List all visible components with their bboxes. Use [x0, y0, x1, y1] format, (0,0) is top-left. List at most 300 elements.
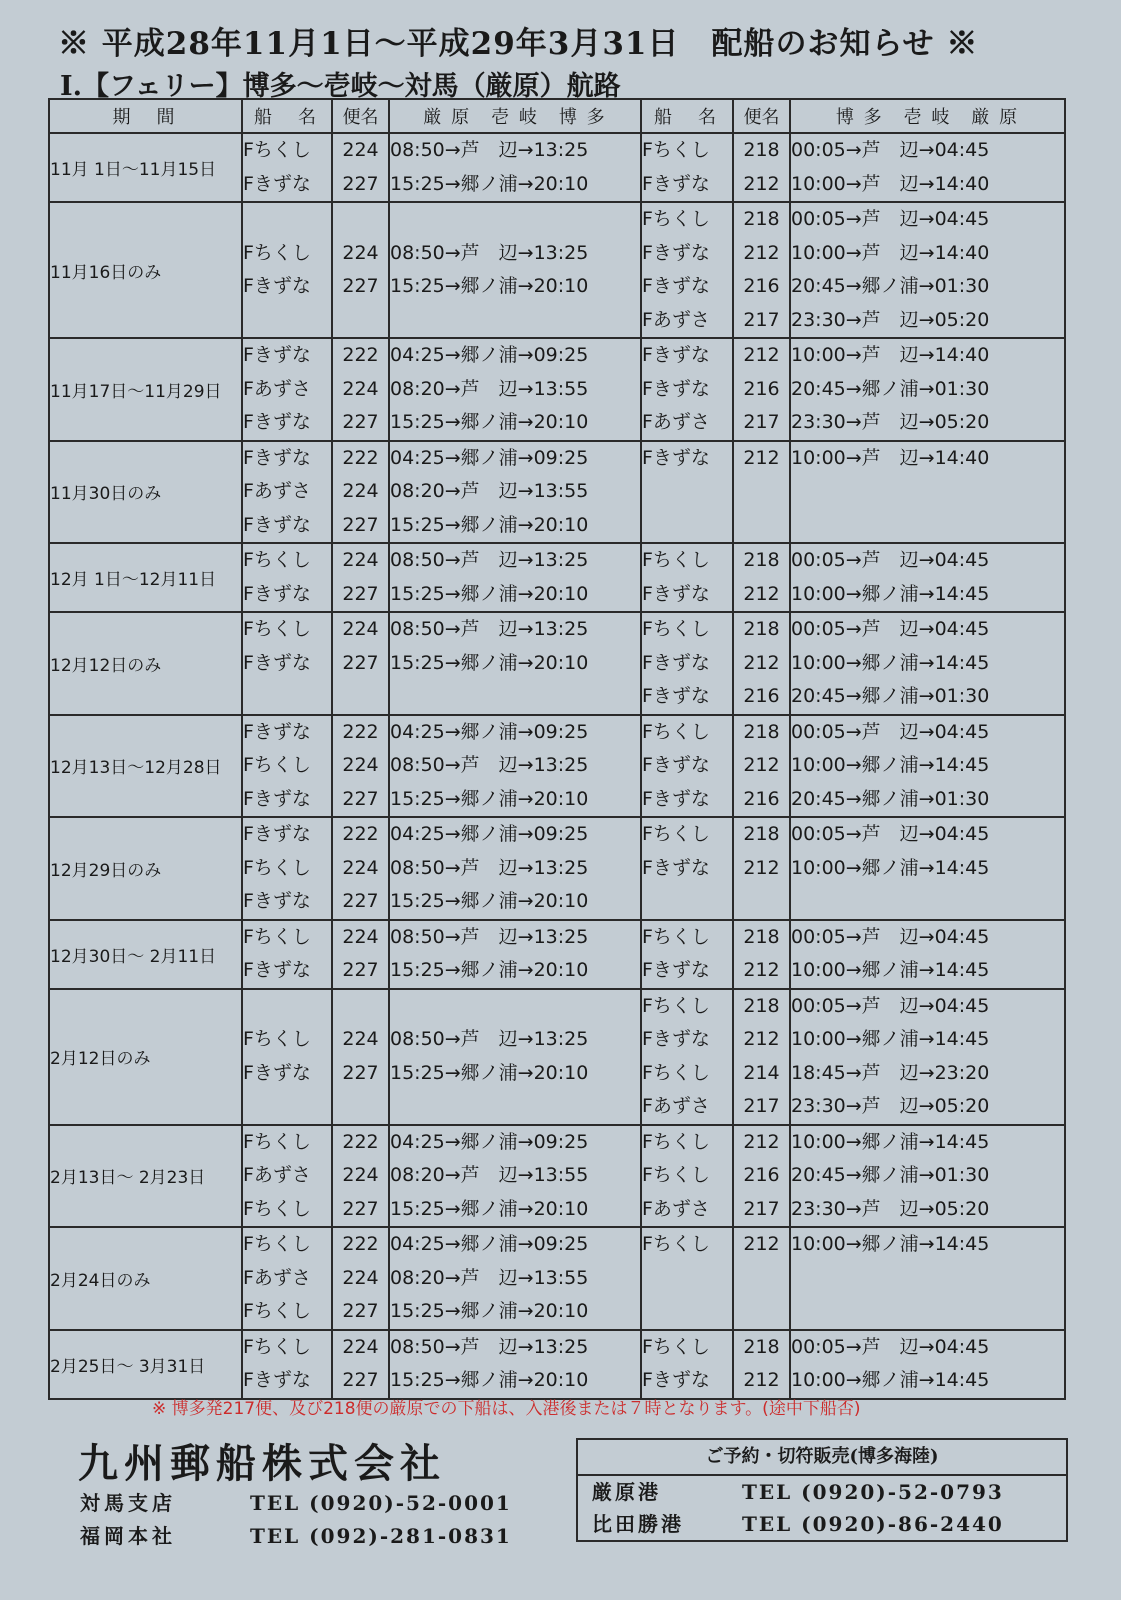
period-cell — [49, 338, 242, 441]
ship-down-line: Fあずさ — [642, 1095, 710, 1117]
branch-fukuoka — [80, 1520, 512, 1549]
ship-down-line: Fきずな — [642, 651, 710, 674]
ship-up-line: Fあずさ — [243, 377, 311, 400]
flight-up-cell — [332, 133, 389, 202]
flight-up-line: 227 — [342, 651, 379, 674]
route-up-cell — [389, 441, 641, 544]
period-label: 11月16日のみ — [50, 262, 162, 283]
ship-down-line: Fちくし — [642, 1164, 710, 1186]
flight-down-line: 216 — [743, 685, 780, 707]
route-up-line: 15:25→郷ノ浦→20:10 — [390, 1197, 589, 1220]
ship-up-line: Fきずな — [243, 1061, 311, 1084]
flight-down-cell — [733, 989, 790, 1125]
flight-up-line: 227 — [342, 1197, 379, 1220]
flight-up-line: 222 — [342, 344, 379, 366]
ship-down-line: Fきずな — [642, 685, 710, 707]
route-up-cell — [389, 715, 641, 818]
ship-up-line: Fちくし — [243, 1233, 311, 1255]
route-down-line — [791, 509, 1064, 543]
ship-down-line: Fきずな — [642, 377, 710, 400]
flight-up-line: 224 — [342, 618, 379, 640]
reservation-hitakatsu — [578, 1508, 1066, 1540]
flight-up-line: 227 — [342, 1061, 379, 1084]
flight-up-line: 222 — [342, 1130, 379, 1153]
flight-down-line — [734, 475, 789, 509]
flight-up-line: 224 — [342, 549, 379, 571]
ship-down-line: Fきずな — [642, 582, 710, 605]
ship-up-cell — [242, 202, 332, 338]
route-down-cell — [790, 1227, 1065, 1330]
header-route-down: 博 多 壱 岐 厳 原 — [790, 99, 1065, 133]
ship-down-line: Fきずな — [642, 1369, 710, 1391]
flight-down-line: 217 — [743, 1095, 780, 1117]
flight-down-line: 212 — [743, 959, 780, 981]
flight-up-cell — [332, 612, 389, 715]
ship-up-line: Fきずな — [243, 446, 311, 469]
ship-up-line — [243, 304, 331, 338]
ship-down-cell — [641, 1125, 733, 1228]
ship-up-line: Fちくし — [243, 241, 311, 264]
flight-up-line: 227 — [342, 582, 379, 605]
flight-up-line: 224 — [342, 1164, 379, 1186]
route-up-line: 08:50→芦 辺→13:25 — [390, 1028, 589, 1050]
flight-up-line: 227 — [342, 1300, 379, 1322]
branch-tel: TEL (0920)-52-0001 — [250, 1491, 512, 1515]
period-label: 2月25日～ 3月31日 — [50, 1356, 206, 1377]
flight-down-line: 218 — [743, 618, 780, 640]
ship-down-line — [642, 1295, 732, 1329]
ship-down-cell — [641, 543, 733, 612]
flight-down-line — [734, 1262, 789, 1296]
route-up-cell — [389, 133, 641, 202]
ship-up-line: Fあずさ — [243, 1164, 311, 1186]
route-down-line: 23:30→芦 辺→05:20 — [791, 1197, 990, 1220]
route-down-cell — [790, 543, 1065, 612]
ship-down-cell — [641, 817, 733, 920]
flight-up-line: 227 — [342, 513, 379, 536]
period-cell — [49, 920, 242, 989]
ship-up-line — [243, 1090, 331, 1124]
route-down-cell — [790, 1330, 1065, 1399]
branch-tel: TEL (092)-281-0831 — [250, 1524, 512, 1548]
route-up-line: 15:25→郷ノ浦→20:10 — [390, 1061, 589, 1084]
route-down-line: 10:00→郷ノ浦→14:45 — [791, 1369, 990, 1391]
ship-down-line: Fきずな — [642, 754, 710, 776]
route-down-line: 10:00→芦 辺→14:40 — [791, 446, 990, 469]
ship-down-line: Fきずな — [642, 241, 710, 264]
flight-up-line: 222 — [342, 720, 379, 743]
route-up-line: 15:25→郷ノ浦→20:10 — [390, 172, 589, 195]
flight-down-line: 212 — [743, 651, 780, 674]
company-name: 九州郵船株式会社 — [78, 1440, 446, 1487]
route-down-cell — [790, 338, 1065, 441]
flight-down-line — [734, 1295, 789, 1329]
table-row — [49, 1227, 1065, 1330]
table-row — [49, 817, 1065, 920]
ship-up-line: Fちくし — [243, 925, 311, 948]
flight-up-line: 227 — [342, 890, 379, 912]
ship-down-line: Fちくし — [642, 994, 710, 1017]
flight-down-line: 212 — [743, 754, 780, 776]
port-tel: TEL (0920)-86-2440 — [742, 1512, 1004, 1536]
ship-down-line: Fちくし — [642, 1233, 710, 1255]
flight-down-line: 212 — [743, 344, 780, 366]
flight-up-line: 222 — [342, 446, 379, 469]
route-up-line: 04:25→郷ノ浦→09:25 — [390, 344, 589, 366]
flight-down-line: 212 — [743, 1369, 780, 1391]
route-down-line: 10:00→郷ノ浦→14:45 — [791, 651, 990, 674]
ship-down-line: Fきずな — [642, 856, 710, 879]
route-up-line: 15:25→郷ノ浦→20:10 — [390, 651, 589, 674]
flight-down-cell — [733, 817, 790, 920]
flight-up-line — [333, 990, 388, 1024]
route-up-line: 15:25→郷ノ浦→20:10 — [390, 411, 589, 433]
period-cell — [49, 202, 242, 338]
flight-down-line: 216 — [743, 275, 780, 297]
period-cell — [49, 1227, 242, 1330]
route-down-line — [791, 1262, 1064, 1296]
route-up-line — [390, 990, 640, 1024]
flight-up-line — [333, 304, 388, 338]
route-up-line: 15:25→郷ノ浦→20:10 — [390, 890, 589, 912]
period-label: 2月24日のみ — [50, 1270, 151, 1291]
ship-down-cell — [641, 202, 733, 338]
port-label: 厳原港 — [592, 1480, 661, 1504]
flight-up-line: 224 — [342, 480, 379, 502]
ship-up-line: Fちくし — [243, 1197, 311, 1220]
route-up-cell — [389, 1227, 641, 1330]
ship-up-cell — [242, 817, 332, 920]
flight-up-line: 224 — [342, 1335, 379, 1358]
route-down-cell — [790, 989, 1065, 1125]
route-up-line: 15:25→郷ノ浦→20:10 — [390, 787, 589, 810]
route-down-line: 00:05→芦 辺→04:45 — [791, 994, 990, 1017]
route-up-line: 08:20→芦 辺→13:55 — [390, 377, 589, 400]
flight-up-cell — [332, 543, 389, 612]
ship-down-line: Fきずな — [642, 446, 710, 469]
period-cell — [49, 441, 242, 544]
ship-down-cell — [641, 133, 733, 202]
ship-up-cell — [242, 441, 332, 544]
flight-down-line: 212 — [743, 1130, 780, 1153]
route-up-line: 15:25→郷ノ浦→20:10 — [390, 513, 589, 536]
ship-down-cell — [641, 612, 733, 715]
flight-down-line: 212 — [743, 446, 780, 469]
flight-up-line: 227 — [342, 411, 379, 433]
branch-label: 対馬支店 — [80, 1491, 176, 1515]
flight-down-line: 218 — [743, 720, 780, 743]
route-up-line: 04:25→郷ノ浦→09:25 — [390, 446, 589, 469]
route-down-line: 23:30→芦 辺→05:20 — [791, 308, 990, 331]
route-up-cell — [389, 202, 641, 338]
period-cell — [49, 1125, 242, 1228]
route-up-cell — [389, 989, 641, 1125]
ship-up-line — [243, 203, 331, 237]
period-label: 11月17日～11月29日 — [50, 381, 222, 402]
flight-up-line: 222 — [342, 823, 379, 845]
flight-down-cell — [733, 441, 790, 544]
flight-down-line: 212 — [743, 1028, 780, 1050]
flight-up-cell — [332, 338, 389, 441]
header-route-up: 厳 原 壱 岐 博 多 — [389, 99, 641, 133]
flight-up-line: 224 — [342, 754, 379, 776]
branch-tsushima — [80, 1487, 512, 1516]
route-down-line: 00:05→芦 辺→04:45 — [791, 925, 990, 948]
ship-down-line: Fちくし — [642, 618, 710, 640]
ship-up-cell — [242, 1227, 332, 1330]
route-up-line: 08:50→芦 辺→13:25 — [390, 139, 589, 161]
branch-label: 福岡本社 — [80, 1524, 176, 1548]
ship-up-line: Fちくし — [243, 618, 311, 640]
ship-up-line: Fちくし — [243, 856, 311, 879]
route-down-line: 00:05→芦 辺→04:45 — [791, 549, 990, 571]
route-up-line: 15:25→郷ノ浦→20:10 — [390, 275, 589, 297]
timetable-body — [49, 133, 1065, 1399]
route-up-line: 15:25→郷ノ浦→20:10 — [390, 582, 589, 605]
route-down-line: 10:00→芦 辺→14:40 — [791, 241, 990, 264]
flight-down-cell — [733, 612, 790, 715]
route-up-line — [390, 680, 640, 714]
ship-down-line — [642, 509, 732, 543]
period-cell — [49, 817, 242, 920]
reservation-izuhara — [578, 1476, 1066, 1508]
route-down-line — [791, 885, 1064, 919]
flight-up-line: 224 — [342, 139, 379, 161]
header-flight-up: 便名 — [332, 99, 389, 133]
flight-down-line: 217 — [743, 1197, 780, 1220]
flight-up-line: 224 — [342, 925, 379, 948]
flight-up-line: 227 — [342, 1369, 379, 1391]
ship-up-line: Fちくし — [243, 1335, 311, 1358]
table-row — [49, 920, 1065, 989]
ship-up-cell — [242, 715, 332, 818]
flight-up-cell — [332, 715, 389, 818]
flight-down-line — [734, 885, 789, 919]
period-label: 12月30日～ 2月11日 — [50, 946, 217, 967]
route-up-line: 04:25→郷ノ浦→09:25 — [390, 720, 589, 743]
flight-up-cell — [332, 1227, 389, 1330]
route-up-cell — [389, 543, 641, 612]
route-up-line — [390, 1090, 640, 1124]
flight-down-line: 216 — [743, 377, 780, 400]
route-down-cell — [790, 1125, 1065, 1228]
ship-up-line: Fきずな — [243, 513, 311, 536]
route-down-cell — [790, 817, 1065, 920]
period-cell — [49, 715, 242, 818]
ship-down-line: Fきずな — [642, 959, 710, 981]
period-cell — [49, 543, 242, 612]
period-label: 12月 1日～12月11日 — [50, 570, 217, 590]
route-down-cell — [790, 133, 1065, 202]
route-up-line: 08:20→芦 辺→13:55 — [390, 1164, 589, 1186]
flight-up-line: 224 — [342, 377, 379, 400]
route-up-line: 08:50→芦 辺→13:25 — [390, 925, 589, 948]
ship-down-line — [642, 885, 732, 919]
ship-up-line: Fちくし — [243, 1028, 311, 1050]
route-down-line: 00:05→芦 辺→04:45 — [791, 139, 990, 161]
flight-down-cell — [733, 202, 790, 338]
route-down-line: 10:00→芦 辺→14:40 — [791, 344, 990, 366]
ship-down-line: Fちくし — [642, 139, 710, 161]
flight-up-line — [333, 680, 388, 714]
flight-up-line — [333, 203, 388, 237]
ship-down-cell — [641, 1330, 733, 1399]
flight-down-line: 212 — [743, 241, 780, 264]
route-down-line: 00:05→芦 辺→04:45 — [791, 720, 990, 743]
route-up-line: 08:50→芦 辺→13:25 — [390, 618, 589, 640]
route-subtitle: Ⅰ.【フェリー】博多～壱岐～対馬（厳原）航路 — [60, 71, 621, 102]
flight-down-cell — [733, 715, 790, 818]
route-down-line: 20:45→郷ノ浦→01:30 — [791, 377, 990, 400]
ship-up-line: Fきずな — [243, 275, 311, 297]
ship-up-cell — [242, 1125, 332, 1228]
period-label: 11月 1日～11月15日 — [50, 160, 217, 180]
ship-up-line: Fきずな — [243, 959, 311, 981]
ship-up-line — [243, 990, 331, 1024]
route-down-line: 23:30→芦 辺→05:20 — [791, 1095, 990, 1117]
table-row — [49, 202, 1065, 338]
flight-down-line: 218 — [743, 208, 780, 230]
ship-down-line: Fちくし — [642, 208, 710, 230]
flight-up-cell — [332, 920, 389, 989]
route-down-line: 10:00→郷ノ浦→14:45 — [791, 1130, 990, 1153]
route-up-line: 08:50→芦 辺→13:25 — [390, 754, 589, 776]
ship-up-line: Fちくし — [243, 1130, 311, 1153]
flight-down-line — [734, 509, 789, 543]
flight-down-line: 218 — [743, 994, 780, 1017]
route-down-line: 23:30→芦 辺→05:20 — [791, 411, 990, 433]
period-cell — [49, 612, 242, 715]
route-up-line: 08:20→芦 辺→13:55 — [390, 1266, 589, 1289]
ship-up-line: Fきずな — [243, 823, 311, 845]
ship-down-line: Fあずさ — [642, 411, 710, 433]
notice-title: ※ 平成28年11月1日～平成29年3月31日 配船のお知らせ ※ — [58, 26, 979, 62]
route-down-cell — [790, 612, 1065, 715]
route-down-line: 10:00→郷ノ浦→14:45 — [791, 959, 990, 981]
flight-down-line: 212 — [743, 1233, 780, 1255]
port-tel: TEL (0920)-52-0793 — [742, 1480, 1004, 1504]
ship-down-line: Fちくし — [642, 823, 710, 845]
ship-down-cell — [641, 920, 733, 989]
header-flight-down: 便名 — [733, 99, 790, 133]
ship-down-line: Fちくし — [642, 1335, 710, 1358]
ship-up-line: Fきずな — [243, 651, 311, 674]
ship-up-line: Fきずな — [243, 720, 311, 743]
ship-up-cell — [242, 133, 332, 202]
ship-down-line: Fあずさ — [642, 308, 710, 331]
route-up-cell — [389, 920, 641, 989]
flight-up-line: 227 — [342, 172, 379, 195]
ship-down-line — [642, 1262, 732, 1296]
ship-up-cell — [242, 1330, 332, 1399]
table-row — [49, 1125, 1065, 1228]
ship-down-line: Fきずな — [642, 1028, 710, 1050]
table-row — [49, 989, 1065, 1125]
ship-down-line: Fあずさ — [642, 1197, 710, 1220]
table-row — [49, 133, 1065, 202]
route-down-line — [791, 475, 1064, 509]
route-up-line — [390, 304, 640, 338]
ship-up-line: Fきずな — [243, 787, 311, 810]
ship-down-cell — [641, 715, 733, 818]
ship-down-line: Fちくし — [642, 549, 710, 571]
ship-up-cell — [242, 338, 332, 441]
period-cell — [49, 133, 242, 202]
port-label: 比田勝港 — [592, 1512, 684, 1536]
ferry-timetable — [48, 98, 1066, 1400]
header-period: 期 間 — [49, 99, 242, 133]
route-up-cell — [389, 338, 641, 441]
flight-up-cell — [332, 441, 389, 544]
ship-down-cell — [641, 989, 733, 1125]
flight-up-line: 224 — [342, 241, 379, 264]
flight-down-line: 216 — [743, 787, 780, 810]
flight-down-cell — [733, 543, 790, 612]
ship-up-line: Fあずさ — [243, 1266, 311, 1289]
route-down-line: 18:45→芦 辺→23:20 — [791, 1061, 990, 1084]
flight-up-line: 222 — [342, 1233, 379, 1255]
flight-down-line: 218 — [743, 549, 780, 571]
route-up-line: 08:20→芦 辺→13:55 — [390, 480, 589, 502]
flight-down-line: 218 — [743, 925, 780, 948]
ship-up-line: Fちくし — [243, 549, 311, 571]
flight-down-line: 217 — [743, 411, 780, 433]
period-label: 12月12日のみ — [50, 655, 162, 676]
period-label: 11月30日のみ — [50, 484, 162, 505]
table-header-row — [49, 99, 1065, 133]
flight-up-line: 224 — [342, 856, 379, 879]
route-up-cell — [389, 612, 641, 715]
flight-up-line — [333, 1090, 388, 1124]
ship-up-line: Fちくし — [243, 1300, 311, 1322]
ship-down-line: Fきずな — [642, 787, 710, 810]
ship-up-line: Fきずな — [243, 411, 311, 433]
flight-down-cell — [733, 1330, 790, 1399]
ship-down-line: Fきずな — [642, 275, 710, 297]
period-cell — [49, 989, 242, 1125]
flight-down-line: 212 — [743, 582, 780, 605]
ship-down-line: Fちくし — [642, 1061, 710, 1084]
route-down-line: 00:05→芦 辺→04:45 — [791, 208, 990, 230]
flight-down-cell — [733, 338, 790, 441]
flight-up-line: 224 — [342, 1266, 379, 1289]
route-down-line: 20:45→郷ノ浦→01:30 — [791, 787, 990, 810]
period-label: 2月12日のみ — [50, 1049, 151, 1069]
table-row — [49, 1330, 1065, 1399]
ship-up-line: Fきずな — [243, 344, 311, 366]
ship-down-line: Fちくし — [642, 720, 710, 743]
flight-down-line: 214 — [743, 1061, 780, 1084]
route-down-cell — [790, 715, 1065, 818]
flight-up-line: 224 — [342, 1028, 379, 1050]
flight-down-line: 212 — [743, 172, 780, 195]
ship-down-line — [642, 475, 732, 509]
ship-down-line: Fちくし — [642, 1130, 710, 1153]
route-down-line: 10:00→芦 辺→14:40 — [791, 172, 990, 195]
route-down-line: 00:05→芦 辺→04:45 — [791, 823, 990, 845]
route-down-line: 10:00→郷ノ浦→14:45 — [791, 856, 990, 879]
route-up-cell — [389, 817, 641, 920]
table-row — [49, 441, 1065, 544]
flight-up-line: 227 — [342, 959, 379, 981]
ship-down-line: Fきずな — [642, 344, 710, 366]
route-up-line: 08:50→芦 辺→13:25 — [390, 1335, 589, 1358]
route-down-cell — [790, 202, 1065, 338]
flight-down-line: 216 — [743, 1164, 780, 1186]
table-row — [49, 543, 1065, 612]
route-up-line: 04:25→郷ノ浦→09:25 — [390, 1233, 589, 1255]
route-up-line: 08:50→芦 辺→13:25 — [390, 856, 589, 879]
